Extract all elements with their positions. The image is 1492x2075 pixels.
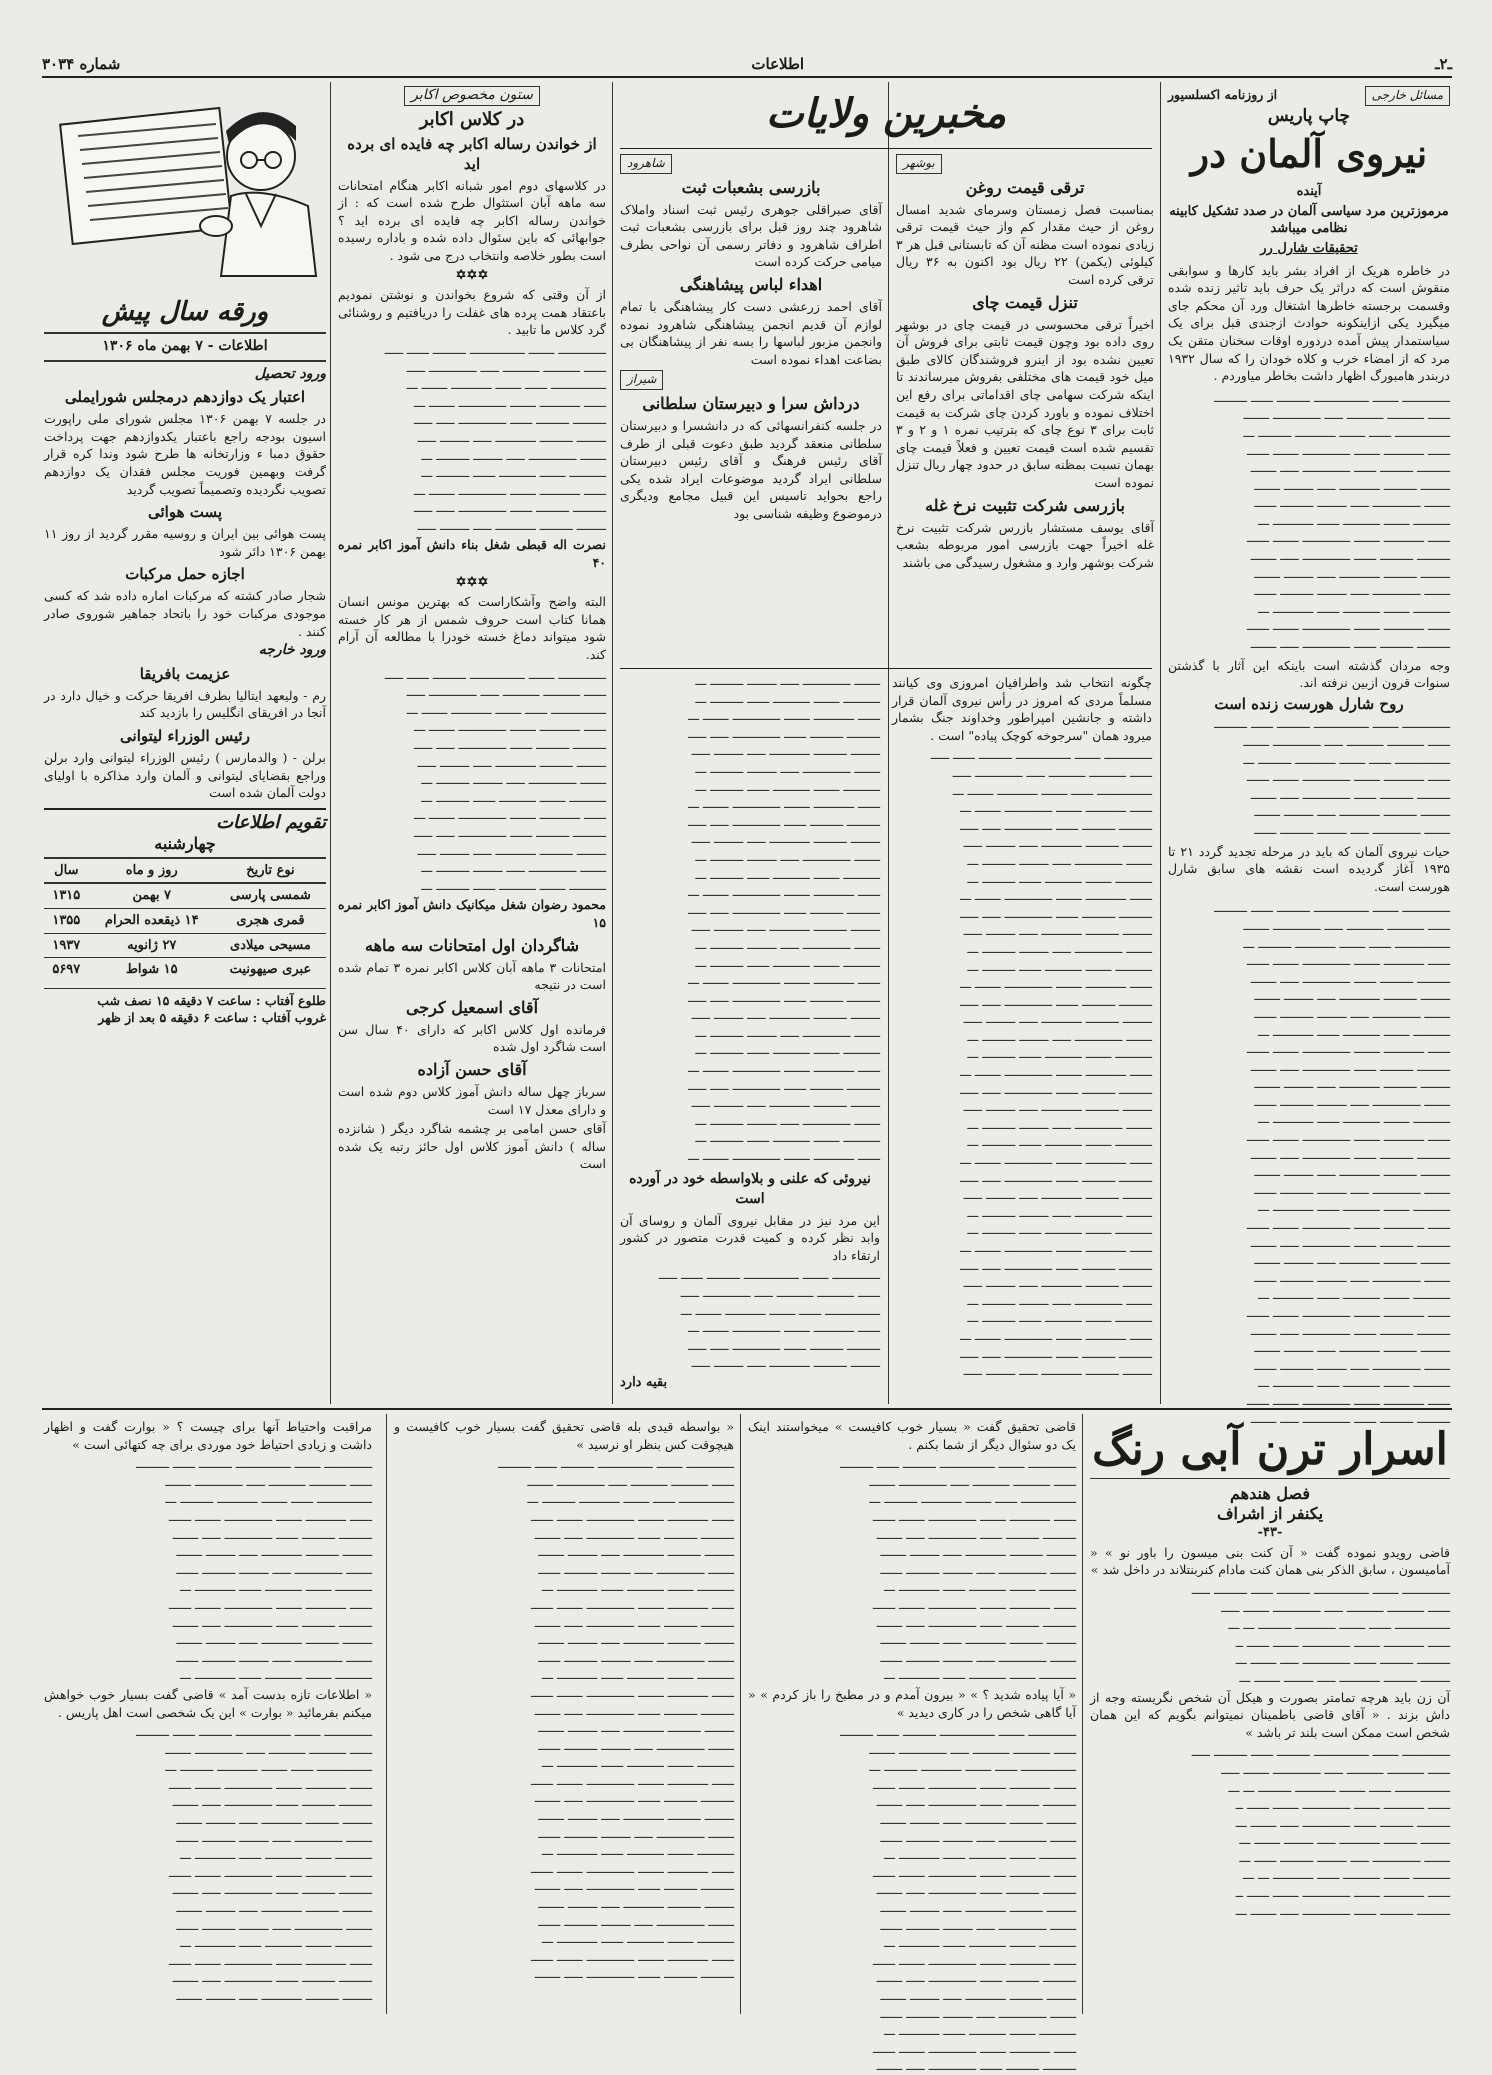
article-body: سرباز چهل ساله دانش آموز کلاس دوم شده است و دارای معدل ۱۷ است: [338, 1083, 606, 1117]
news-heading: بازرسی بشعبات ثبت: [681, 177, 821, 197]
news-body: شجار صادر کشته که مرکبات اماره داده شد که کسی موجودی مرکبات خود را باتحاد جماهیر شوروی صادر کنند .: [44, 588, 326, 639]
article-heading: در کلاس اکابر: [419, 108, 525, 130]
news-body: برلن - ( والدمارس ) رئیس الوزراء لیتوانی وارد برلن وراجع بقضایای لیتوانی و آلمان وارد مذاکره با اولیای دولت آلمان شده است: [44, 749, 326, 801]
calendar-cell: ۱۳۱۵: [44, 883, 89, 908]
news-body: رم - ولیعهد ایتالیا بطرف افریقا حرکت و خیال دارد در آنجا در افریقای انگلیس را بازدید کند: [44, 687, 326, 721]
serial-continued: ـــــــــــــ ـــــــ ـــــــــــــــ ـــــــــ ــــــ ـــــــــ ـــــ ــــــ ــــــــــ ــــــــــ ـــــ ـــــــــــــ ـــــــ ـــــ ـــــــــــــــ ــــــ ـــــــ ـــــــــــ ـــــــــ ـــ ـــ ــــــ ـــــــــــ ـــــــ ـــــــــــــ ـــــــ ــــــ ــ ـــــــــ ـــــــــ ــــــ ـــــــــــــ ـــــ ـــــــ ـــ ــــــــ ـــــــــ ـــــــــــ ـــــ ــــــــ ـــــــ ـــ: [1191, 1581, 1450, 1685]
serial-column-4: [44, 1416, 372, 2012]
serial-body: مراقبت واحتیاط آنها برای چیست ؟ « بوارت گفت و اظهار داشت و زیادی احتیاط خود موردی برای چه کتهائی است »: [44, 1419, 372, 1452]
chapter-subtitle: یکنفر از اشراف: [1216, 1503, 1324, 1523]
section-tag: مسائل خارجی: [1365, 86, 1450, 106]
sub-section-label: ورود خارجه: [258, 642, 326, 659]
serial-continued: ـــــــــــــ ـــــــ ـــــــــــــــ ـــــــــ ــــــ ـــــــــ ــــــ ــــــــــ ــــــــــ ـــــ ـــــــــــــ ـــــــ ـــــــــــــــ ــــــ ـــــــ ـــــــــــ ـــــــــ ـــ ــــــ ـــــــــــ ـــــــ ـــــــــــــ ـــــــ ــــــ ـــــــــ ـــــــــ ــــــ ـــــــــــــ ـــــ ـــــــ ــــــــ ـــــــــ ـــــــــــ ـــــ ــــــــ ـــــــ ـــــــ ـــــــــــــ ـــــ ــــــــ ـــــــــ ــــــ ــــــــــ ـــــــ ــــــــــ ــــــ ـــــــــــ ـــ ــــــ ـــــــــــ ـــــــ ـــــــــــــ ـــــــ ــــــ ـــــــــ ـــــــــ ــــــ ـــــــــــــ ـــــ ـــــــ ــــــــ ـــــــــ ـــــــــــ ـــــ ــــــــ ـــــــ ـــــــ ـــــــــــــ ـــــ ــــــــ ـــــــــ ــــــ ــــــــــ ـــــــ ــــــــــ ــــــ ـــــــــــ ـــ: [136, 1456, 372, 1683]
news-heading: تنزل قیمت چای: [972, 292, 1078, 312]
installment-number: -۴۳-: [1257, 1525, 1283, 1541]
news-heading: اجازه حمل مرکبات: [125, 565, 245, 584]
article-continued: ـــــــــــــ ـــــــ ـــــــــــــــ ـــــــــ ــــــ ـــــــــ ــــــ ــــــــــ ــــــــــ ـــــ ـــــــــــــ ـــــــ ـــــــــــــــ ــــــ ـــــــ ـــــــــــ ـــــــــ ـــ ــــــ ـــــــــــ ـــــــ ـــــــــــــ ـــــــ ــــــ ـــــــــ ـــــــــ ــــــ ـــــــــــــ ـــــ ـــــــ ــــــــ ـــــــــ ـــــــــــ ـــــ ــــــــ ـــــــ ـــــــ ـــــــــــــ ـــــ ــــــــ ـــــــــ ــــــ: [1214, 716, 1450, 837]
star-separator-icon: ✡✡✡: [455, 574, 489, 590]
headline-subtitle: آینده: [1296, 184, 1322, 200]
page-label: ـ۲ـ: [1435, 55, 1452, 73]
year-ago-column: [44, 86, 326, 1404]
article-continued: ـــــــــــــ ـــــــ ـــــــــــــــ ـــــــــ ــــــ ـــــ ــــــ ــــــــــ ــــــــــ ـــــ ـــــــــــــ ـــــ ـــــــــــــــ ــــــ ـــــــ ـــــــــــ ـــــــ ـــ ــــــ ـــــــــــ ـــــــ ـــــــــــــ ـــــــ ـــ ـــــــــ ـــــــــ ــــــ ـــــــــــــ ـــــ ـــــ ــــــــ ـــــــــ ـــــــــــ ـــــ ــــــــ ـــــ ـــــــ ـــــــــــــ ـــــ ــــــــ ـــــــــ ـــ ــــــــــ ـــــــ ــــــــــ ــــــ ـــــــــ ـــ ــــــ ـــــــــــ ـــــــ ـــــــــــــ ـــــــ ـــ ـــــــــ ـــــــــ ــــــ ـــــــــــــ ـــــ ـــــ ــــــــ ـــــــــ ـــــــــــ ـــــ ــــــــ ـــــ: [384, 341, 606, 533]
man-reading-newspaper-icon: [46, 86, 326, 296]
news-heading: ترقی قیمت روغن: [965, 177, 1085, 197]
news-heading: درداش سرا و دبیرستان سلطانی: [642, 393, 860, 413]
calendar-cell: ۱۵ شواط: [89, 958, 215, 982]
serial-title: اسرار ترن آبی رنگ: [1090, 1422, 1450, 1479]
serial-continued: ـــــــــــــ ـــــــ ـــــــــــــــ ـــــــــ ــــــ ـــــــــ ــــــ ــــــــــ ــــــــــ ـــــ ـــــــــــــ ـــــــ ـــــــــــــــ ــــــ ـــــــ ـــــــــــ ـــــــــ ـــ ــــــ ـــــــــــ ـــــــ ـــــــــــــ ـــــــ ــــــ ـــــــــ ـــــــــ ــــــ ـــــــــــــ ـــــ ـــــــ ــــــــ ـــــــــ ـــــــــــ ـــــ ــــــــ ـــــــ ـــــــ ـــــــــــــ ـــــ ــــــــ ـــــــــ ــــــ ــــــــــ ـــــــ ــــــــــ ــــــ ـــــــــــ ـــ ــــــ ـــــــــــ ـــــــ ـــــــــــــ ـــــــ ــــــ ـــــــــ ـــــــــ ــــــ ـــــــــــــ ـــــ ـــــــ ــــــــ ـــــــــ ـــــــــــ ـــــ ــــــــ ـــــــ ـــــــ ـــــــــــــ ـــــ ــــــــ ـــــــــ ــــــ ــــــــــ ـــــــ ــــــــــ ــــــ ـــــــــــ ـــ ــــــ ـــــــــــ ـــــــ ـــــــــــــ ـــــــ ــــــ ـــــــــ ـــــــــ ــــــ ـــــــــــــ ـــــ ـــــــ ــــــــ ـــــــــ ـــــــــــ ـــــ ــــــــ ـــــــ: [136, 1724, 372, 2003]
article-body: آقای حسن امامی بر چشمه شاگرد دیگر ( شانزده ساله ) دانش آموز کلاس اول حائز رتبه یک شده است: [338, 1121, 606, 1172]
signature: محمود رضوان شغل میکانیک دانش آموز اکابر نمره ۱۵: [338, 897, 606, 930]
serial-body: « آیا پیاده شدید ؟ » « بیرون آمدم و در مطبخ را باز کردم » « آیا گاهی شخص را در کاری دیدید »: [748, 1686, 1076, 1720]
news-heading: بازرسی شرکت تثبیت نرخ غله: [925, 495, 1125, 515]
foreign-affairs-column: [1168, 86, 1450, 1426]
article-heading: شاگردان اول امتحانات سه ماهه: [364, 935, 579, 955]
column-rule: [330, 82, 331, 1404]
column-rule: [1082, 1414, 1083, 2014]
table-row: [44, 958, 326, 982]
article-continued: ـــــــــــــ ـــــــ ـــــــــــــــ ـــــــــ ــــــ ـــــ ــــــ ــــــــــ ــــــــــ ـــــ ـــــــــــــ ـــــ ـــــــــــــــ ــــــ ـــــــ ـــــــــــ ـــــــ ـــ ــــــ ـــــــــــ ـــــــ ـــــــــــــ ـــــــ ـــ ـــــــــ ـــــــــ ــــــ ـــــــــــــ ـــــ ـــــ ــــــــ ـــــــــ ـــــــــــ ـــــ ــــــــ ـــــ ـــــــ ـــــــــــــ ـــــ ــــــــ ـــــــــ ـــ ــــــــــ ـــــــ ــــــــــ ــــــ ـــــــــ ـــ ــــــ ـــــــــــ ـــــــ ـــــــــــــ ـــــــ ـــ ـــــــــ ـــــــــ ــــــ ـــــــــــــ ـــــ ـــــ ــــــــ ـــــــــ ـــــــــــ ـــــ ــــــــ ـــــ ـــــــ ـــــــــــــ ـــــ ــــــــ ـــــــــ ـــ ــــــــــ ـــــــ ــــــــــ ــــــ ـــــــــ ـــ ــــــ ـــــــــــ ـــــــ ـــــــــــــ ـــــــ ـــ ـــــــــ ـــــــــ ــــــ ـــــــــــــ ـــــ ـــــ ــــــــ ـــــــــ ـــــــــــ ـــــ ــــــــ ـــــ ـــــــ ـــــــــــــ ـــــ ــــــــ ـــــــــ ـــ ــــــــــ ـــــــ ــــــــــ ــــــ ـــــــــ ـــ ــــــ ـــــــــــ ـــــــ ـــــــــــــ ـــــــ ـــ ـــــــــ ـــــــــ ــــــ ـــــــــــــ ـــــ ـــــ ــــــــ ـــــــــ ـــــــــــ ـــــ ــــــــ ـــــ ـــــــ ـــــــــــــ ـــــ ــــــــ ـــــــــ ـــ ــــــــــ ـــــــ ــــــــــ ــــــ ـــــــــ ـــ ــــــ ـــــــــــ ـــــــ ـــــــــــــ ـــــــ ـــ ـــــــــ ـــــــــ ــــــ ـــــــــــــ ـــــ ـــــ ــــــــ ـــــــــ ـــــــــــ ـــــ ــــــــ ـــــ ـــــــ ـــــــــــــ ـــــ ــــــــ ـــــــــ ـــ ــــــــــ ـــــــ ــــــــــ ــــــ ـــــــــ ـــ ــــــ ـــــــــــ ـــــــ ـــــــــــــ ـــــــ ـــ ـــــــــ ـــــــــ ــــــ ـــــــــــــ ـــــ ـــــ ــــــــ ـــــــــ ـــــــــــ ـــــ ــــــــ ـــــ ـــــــ ـــــــــــــ ـــــ ــــــــ ـــــــــ ـــ ــــــــــ ـــــــ ــــــــــ ــــــ ـــــــــ ـــ ــــــ ـــــــــــ ـــــــ ـــــــــــــ ـــــــ ـــ ـــــــــ ـــــــــ ــــــ ـــــــــــــ ـــــ ـــــ ــــــــ ـــــــــ ـــــــــــ ـــــ ــــــــ ـــــ ـــــــ ـــــــــــــ ـــــ ــــــــ ـــــــــ ـــ ــــــــــ ـــــــ ــــــــــ ــــــ ـــــــــ ـــ ــــــ ـــــــــــ ـــــــ ـــــــــــــ ـــــــ ـــ ـــــــــ ـــــــــ ــــــ ـــــــــــــ ـــــ ـــــ ــــــــ ـــــــــ ـــــــــــ ـــــ ــــــــ ـــــ ـــــــ ـــــــــــــ ـــــ ــــــــ ـــــــــ ـــ ــــــــــ ـــــــ ــــــــــ ــــــ ـــــــــ ـــ ــــــ ـــــــــــ ـــــــ ـــــــــــــ ـــــــ ـــ ـــــــــ ـــــــــ ــــــ ـــــــــــــ ـــــ ـــــ ــــــــ ـــــــــ ـــــــــــ ـــــ ــــــــ ـــــ ـــــــ ـــــــــــــ ـــــ ــــــــ ـــــــــ ـــ ــــــــــ ـــــــ ــــــــــ ــــــ ـــــــــ ـــ ــــــ ـــــــــــ ـــــــ ـــــــــــــ ـــــــ ـــ ـــــــــ ـــــــــ ــــــ ـــــــــــــ ـــــ ـــــ ــــــــ ـــــــــ ـــــــــــ ـــــ ــــــــ ـــــ ـــــــ ـــــــــــــ ـــــ ــــــــ ـــــــــ ـــ ــــــــــ ـــــــ ــــــــــ ــــــ ـــــــــ ـــ ــــــ ـــــــــــ ـــــــ ـــــــــــــ ـــــــ ـــ ـــــــــ ـــــــــ ــــــ ـــــــــــــ ـــــ ـــــ ــــــــ ـــــــــ ـــــــــــ ـــــ ــــــــ ـــــ ـــــــ ـــــــــــــ ـــــ ــــــــ ـــــــــ ـــ ــــــــــ ـــــــ ــــــــــ ــــــ ـــــــــ ـــ ــــــ ـــــــــــ ـــــــ ـــــــــــــ ـــــــ ـــ ـــــــــ ـــــــــ ــــــ ـــــــــــــ ـــــ ـــــ ــــــــ ـــــــــ ـــــــــــ ـــــ ــــــــ ـــــ ـــــــ ـــــــــــــ ـــــ ــــــــ ـــــــــ ـــ ــــــــــ ـــــــ ــــــــــ ــــــ ـــــــــ ـــ ــــــ ـــــــــــ ـــــــ ـــــــــــــ ـــــــ ـــ: [688, 673, 1152, 1379]
masthead: [42, 52, 1452, 78]
news-body: بمناسبت فصل زمستان وسرمای شدید امسال روغن از حیث مقدار کم واز حیث قیمت ترقی زیادی نموده است مظنه آن که تابستانی قبل هر ۳ کیلوئی (یکمن) ۲۲ ریال بود اکنون به ۳۶ ریال ترقی کرده است: [896, 201, 1154, 287]
news-body: در جلسه کنفرانسهائی که در دانشسرا و دبیرستان سلطانی منعقد گردید طبق دعوت قبلی از طرف آقای رئیس فرهنگ و آقای رئیس دبیرستان سلطانی ایراد گردید موضوعات ایراد شده یکی راجع بحواید تاسیس این قبیل مجامع ودیگری درموضوع وظیفه شناسی بود: [620, 417, 882, 521]
continued-label: بقیه دارد: [620, 1374, 668, 1390]
city-tag-shahrud: شاهرود: [620, 154, 672, 174]
news-heading: پست هوائی: [147, 503, 222, 522]
section-rule: [620, 668, 1152, 669]
calendar-cell: ۷ بهمن: [89, 883, 215, 908]
news-heading: اهداء لباس پیشاهنگی: [679, 274, 823, 294]
calendar-cell: ۵۶۹۷: [44, 958, 89, 982]
news-body: پست هوائی بین ایران و روسیه مقرر گردید از روز ۱۱ بهمن ۱۳۰۶ دائر شود: [44, 526, 326, 559]
column-rule: [612, 82, 613, 1404]
table-row: [44, 933, 326, 958]
chapter-label: فصل هندهم: [1230, 1484, 1310, 1503]
sunrise-time: طلوع آفتاب : ساعت ۷ دقیقه ۱۵ نصف شب: [44, 988, 326, 1010]
serial-body: قاضی رویدو نموده گفت « آن کنت بنی میسون را باور نو » « آمامیسون ، سابق الذکر بنی همان کنت مادام کنربنتلاند در داخل شد »: [1090, 1544, 1450, 1578]
calendar-header: روز و ماه: [89, 858, 215, 884]
column-rule: [386, 1414, 387, 2014]
calendar-table: [44, 857, 326, 982]
calendar-cell: قمری هجری: [215, 909, 326, 934]
calendar-cell: ۲۷ ژانویه: [89, 933, 215, 958]
calendar-header: سال: [44, 858, 89, 884]
news-body: آقای احمد زرعشی دست کار پیشاهنگی با تمام لوازم آن قدیم انجمن پیشاهنگی شاهرود نموده وانجمن مزبور لباسها را بسه نفر از پیشاهنگان بی بضاعت اهداء نموده است: [620, 298, 882, 367]
section-title: ورقه سال پیش: [101, 297, 269, 327]
city-tag-shiraz: شیراز: [620, 370, 663, 390]
serial-continued: ـــــــــــــ ـــــــ ـــــــــــــــ ـــــــــ ــــــ ـــــــــ ــــــ ــــــــــ ــــــــــ ـــــ ـــــــــــــ ـــــــ ـــــــــــــــ ــــــ ـــــــ ـــــــــــ ـــــــــ ـــ ــــــ ـــــــــــ ـــــــ ـــــــــــــ ـــــــ ــــــ ـــــــــ ـــــــــ ــــــ ـــــــــــــ ـــــ ـــــــ ــــــــ ـــــــــ ـــــــــــ ـــــ ــــــــ ـــــــ ـــــــ ـــــــــــــ ـــــ ــــــــ ـــــــــ ــــــ ــــــــــ ـــــــ ــــــــــ ــــــ ـــــــــــ ـــ ــــــ ـــــــــــ ـــــــ ـــــــــــــ ـــــــ ــــــ ـــــــــ ـــــــــ ــــــ ـــــــــــــ ـــــ ـــــــ ــــــــ ـــــــــ ـــــــــــ ـــــ ــــــــ ـــــــ ـــــــ ـــــــــــــ ـــــ ــــــــ ـــــــــ ــــــ ــــــــــ ـــــــ ــــــــــ ــــــ ـــــــــــ ـــ ــــــ ـــــــــــ ـــــــ ـــــــــــــ ـــــــ ــــــ ـــــــــ ـــــــــ ــــــ ـــــــــــــ ـــــ ـــــــ ــــــــ ـــــــــ ـــــــــــ ـــــ ــــــــ ـــــــ ـــــــ ـــــــــــــ ـــــ ــــــــ ـــــــــ ــــــ ــــــــــ ـــــــ ــــــــــ ــــــ ـــــــــــ ـــ ــــــ ـــــــــــ ـــــــ ـــــــــــــ ـــــــ ــــــ ـــــــــ ـــــــــ ــــــ ـــــــــــــ ـــــ ـــــــ ــــــــ ـــــــــ ـــــــــــ ـــــ ــــــــ ـــــــ ـــــــ ـــــــــــــ ـــــ ــــــــ ـــــــــ ــــــ ــــــــــ ـــــــ ــــــــــ ــــــ ـــــــــــ ـــ ــــــ ـــــــــــ ـــــــ ـــــــــــــ ـــــــ ــــــ ـــــــــ ـــــــــ ــــــ ـــــــــــــ ـــــ ـــــــ ــــــــ ـــــــــ ـــــــــــ ـــــ ــــــــ ـــــــ ـــــــ ـــــــــــــ ـــــ ــــــــ ـــــــــ ــــــ ــــــــــ ـــــــ ــــــــــ ــــــ ـــــــــــ ـــ ــــــ ـــــــــــ ـــــــ ـــــــــــــ ـــــــ ــــــ ـــــــــ ـــــــــ ــــــ ـــــــــــــ ـــــ ـــــــ: [498, 1456, 734, 1982]
provinces-section-title: [620, 90, 1152, 138]
city-tag-bushehr: بوشهر: [896, 154, 942, 174]
article-paragraph: وجه مردان گذشته است باینکه این آثار با گذشتن سنوات قرون ازبین نرفته اند.: [1168, 657, 1450, 691]
section-heading: نیروئی که علنی و بلاواسطه خود در آورده است: [629, 1170, 871, 1207]
serial-title-column: [1090, 1416, 1450, 2012]
news-heading: اعتبار یک دوازدهم درمجلس شورایملی: [64, 388, 306, 407]
article-continued: ـــــــــــــ ـــــــ ـــــــــــــــ ـــــــــ ــــــ ـــــــــ ــــــ ــــــــــ ــــــــــ ـــــ ـــــــــــــ ـــــــ ـــــــــــــــ ــــــ ـــــــ ـــــــــــ ـــــــــ ـــ ــــــ ـــــــــــ ـــــــ ـــــــــــــ ـــــــ ــــــ ـــــــــ ـــــــــ ــــــ ـــــــــــــ ـــــ ـــــــ ــــــــ ـــــــــ ـــــــــــ ـــــ ــــــــ ـــــــ ـــــــ ـــــــــــــ ـــــ ــــــــ ـــــــــ ــــــ ــــــــــ ـــــــ ــــــــــ ــــــ ـــــــــــ ـــ ــــــ ـــــــــــ ـــــــ ـــــــــــــ ـــــــ ــــــ ـــــــــ ـــــــــ ــــــ ـــــــــــــ ـــــ ـــــــ ــــــــ ـــــــــ ـــــــــــ ـــــ ــــــــ ـــــــ ـــــــ ـــــــــــــ ـــــ ــــــــ ـــــــــ ــــــ ــــــــــ ـــــــ ــــــــــ ــــــ ـــــــــــ ـــ ــــــ ـــــــــــ ـــــــ ـــــــــــــ ـــــــ ــــــ ـــــــــ ـــــــــ ــــــ ـــــــــــــ ـــــ ـــــــ: [1214, 389, 1450, 652]
article-paragraph: حیات نیروی آلمان که باید در مرحله تجدید گردد ۲۱ تا ۱۹۳۵ آغاز گردیده است نقشه های سابق شارل هورست است.: [1168, 843, 1450, 894]
source-label: از روزنامه اکسلسیور: [1168, 87, 1278, 102]
calendar-title: تقویم اطلاعات: [216, 811, 326, 833]
news-heading: عزیمت بافریقا: [139, 664, 231, 683]
article-body: امتحانات ۳ ماهه آبان کلاس اکابر نمره ۳ تمام شده است در نتیجه: [338, 959, 606, 993]
calendar-cell: ۱۹۳۷: [44, 933, 89, 958]
news-body: آقای صبراقلی جوهری رئیس ثبت اسناد واملاک شاهرود چند روز قبل برای بازرسی بشعبات ثبت اطراف شاهرود و دفاتر رسمی آن نواحی بطرف میامی حرکت کرده است: [620, 201, 882, 270]
news-body: آقای یوسف مستشار بازرس شرکت تثبیت نرخ غله اخیراً جهت بازرسی امور مربوطه بشعب شرکت بوشهر وارد و مشغول رسیدگی می باشند: [896, 519, 1154, 570]
student-name: آقای اسمعیل کرجی: [405, 997, 539, 1017]
dateline: چاپ پاریس: [1267, 105, 1351, 126]
article-continued: ـــــــــــــ ـــــــ ـــــــــــــــ ـــــــــ ــــــ ـــــ ــــــ ــــــــــ ــــــــــ ـــــ ـــــــــــــ ـــــ ـــــــــــــــ ــــــ ـــــــ ـــــــــــ ـــــــ ـــ ــــــ ـــــــــــ ـــــــ ـــــــــــــ ـــــــ ـــ ـــــــــ ـــــــــ ــــــ ـــــــــــــ ـــــ ـــــ ــــــــ ـــــــــ ـــــــــــ ـــــ ــــــــ ـــــ: [658, 1267, 880, 1371]
subhead: مرموزترین مرد سیاسی آلمان در صدد تشکیل کابینه نظامی میباشد: [1169, 203, 1449, 237]
serial-body: قاضی تحقیق گفت « بسیار خوب کافیست » میخواستند اینک یک دو سئوال دیگر از شما بکنم .: [748, 1419, 1076, 1452]
article-subheading: از خواندن رساله اکابر چه فایده ای برده اید: [347, 134, 597, 173]
german-power-continued: [620, 672, 1152, 1404]
bushehr-column: [896, 154, 1154, 634]
serial-continued: ـــــــــــــ ـــــــ ـــــــــــــــ ـــــــــ ــــــ ـــــــــ ـــــ ــــــ ــــــــــ ــــــــــ ـــــ ـــــــــــــ ـــــــ ـــــ ـــــــــــــــ ــــــ ـــــــ ـــــــــــ ـــــــــ ـــ ـــ ــــــ ـــــــــــ ـــــــ ـــــــــــــ ـــــــ ــــــ ــ ـــــــــ ـــــــــ ــــــ ـــــــــــــ ـــــ ـــــــ ـــ ــــــــ ـــــــــ ـــــــــــ ـــــ ــــــــ ـــــــ ـــ ـــــــ ـــــــــــــ ـــــ ــــــــ ـــــــــ ــــــ ـــ ــــــــــ ـــــــ ــــــــــ ــــــ ـــــــــــ ـــ ـــ ــــــ ـــــــــــ ـــــــ ـــــــــــــ ـــــــ ــــــ ــ ـــــــــ ـــــــــ ــــــ ـــــــــــــ ـــــ ـــــــ ـــ: [1191, 1744, 1450, 1918]
article-body: البته واضح وآشکاراست که بهترین مونس انسان همانا کتاب است حروف شمس از هر کار خسته شود میتواند دماغ خسته خودرا با مطالعه آن آرام کند.: [338, 594, 606, 663]
sub-section-label: ورود تحصیل: [254, 365, 326, 382]
paper-name: اطلاعات: [751, 55, 805, 73]
calendar-cell: عبری صیهونیت: [215, 958, 326, 982]
student-name: آقای حسن آزاده: [417, 1059, 527, 1079]
news-body: اخیراً ترقی محسوسی در قیمت چای در بوشهر روی داده بود وچون قیمت ثابتی برای فروش آن تعیین نشده بود از اینرو فروشندگان کالای طبق میل خود قیمت های مختلفی بفروش میرساندند تا اینکه شرکت سهامی چای اقداماتی برای رفع این اختلاف نموده و باورد کردن چای شرکت به قیمت ثابت برای ۳ نوع چای که بترتیب نمره ۱ و ۲ و ۳ تقسیم شده است قیمت تعیین و فعلاً قیمت چای بهمان نسبت بمظنه سابق در حدود چهار ریال تنزل نموده است: [895, 316, 1155, 490]
article-body: چگونه انتخاب شد واطرافیان امروزی وی کیانند مسلماً مردی که امروز در رأس نیروی آلمان قرار داشته و جانشین امپراطور وخداوند جنگ بشمار میرود همان "سرجوخه کوچک پیاده" است .: [892, 675, 1152, 743]
section-title: مخبرین ولایات: [766, 90, 1006, 137]
shahrud-column: [620, 154, 882, 634]
calendar-cell: مسیحی میلادی: [215, 933, 326, 958]
date-box: اطلاعات - ۷ بهمن ماه ۱۳۰۶: [44, 332, 326, 362]
serial-continued: ـــــــــــــ ـــــــ ـــــــــــــــ ـــــــــ ــــــ ـــــــــ ــــــ ــــــــــ ــــــــــ ـــــ ـــــــــــــ ـــــــ ـــــــــــــــ ــــــ ـــــــ ـــــــــــ ـــــــــ ـــ ــــــ ـــــــــــ ـــــــ ـــــــــــــ ـــــــ ــــــ ـــــــــ ـــــــــ ــــــ ـــــــــــــ ـــــ ـــــــ ــــــــ ـــــــــ ـــــــــــ ـــــ ــــــــ ـــــــ ـــــــ ـــــــــــــ ـــــ ــــــــ ـــــــــ ــــــ ــــــــــ ـــــــ ــــــــــ ــــــ ـــــــــــ ـــ ــــــ ـــــــــــ ـــــــ ـــــــــــــ ـــــــ ــــــ ـــــــــ ـــــــــ ــــــ ـــــــــــــ ـــــ ـــــــ ــــــــ ـــــــــ ـــــــــــ ـــــ ــــــــ ـــــــ ـــــــ ـــــــــــــ ـــــ ــــــــ ـــــــــ ــــــ ــــــــــ ـــــــ ــــــــــ ــــــ ـــــــــــ ـــ ــــــ ـــــــــــ ـــــــ ـــــــــــــ ـــــــ ــــــ ـــــــــ ـــــــــ ــــــ ـــــــــــــ ـــــ ـــــــ ــــــــ ـــــــــ ـــــــــــ ـــــ ــــــــ ـــــــ ـــــــ ـــــــــــــ ـــــ ــــــــ ـــــــــ ــــــ ــــــــــ ـــــــ ــــــــــ ــــــ ـــــــــــ ـــ ــــــ ـــــــــــ ـــــــ ـــــــــــــ ـــــــ ــــــ ـــــــــ ـــــــــ ــــــ ـــــــــــــ ـــــ ـــــــ: [840, 1724, 1076, 2074]
serial-column-3: [394, 1416, 734, 2012]
weekday: چهارشنبه: [154, 834, 216, 854]
news-body: در جلسه ۷ بهمن ۱۳۰۶ مجلس شورای ملی راپورت اسیون بودجه راجع باعتبار یکدوازدهم جهت پرداخت حقوق دمبا ء وزارتخانه ها طرح شود وندا کره قرار گرفت وبهمین فوریت مجلس فقدان یک دوازدهم تصویب نگردیده وتصمیماً تصویب گردید: [44, 411, 326, 497]
article-body: در خاطره هریک از افراد بشر باید کارها و سوابقی منقوش است که دراثر یک حرف باید تاثیر زنده شده وقسمت برجسته خاطرها اشتغال ورد آن محکم جای میگیرد یکی ازاینکونه حوادث ازجندی قبل برای یک سیاستمدار پیش آمده دردوره اوقات سخنان متقن یک مرد که از امضاء خرب و کلاه خودان را که سال ۱۹۳۲ دربندر هامبورگ اظهار داشت بخاطر میاوردم .: [1168, 262, 1450, 384]
star-separator-icon: ✡✡✡: [455, 267, 489, 283]
column-tag: ستون مخصوص اکابر: [404, 86, 540, 106]
column-rule: [1160, 82, 1161, 1404]
signature: نصرت اله قبطی شغل بناء دانش آموز اکابر نمره ۴۰: [338, 537, 606, 571]
article-body: از آن وقتی که شروع بخواندن و نوشتن نمودیم باعتقاد همت پرده های غفلت را دریافتیم و روشنائی گرد کلاس ما تابید .: [338, 287, 606, 338]
serial-continued: ـــــــــــــ ـــــــ ـــــــــــــــ ـــــــــ ــــــ ـــــــــ ــــــ ــــــــــ ــــــــــ ـــــ ـــــــــــــ ـــــــ ـــــــــــــــ ــــــ ـــــــ ـــــــــــ ـــــــــ ـــ ــــــ ـــــــــــ ـــــــ ـــــــــــــ ـــــــ ــــــ ـــــــــ ـــــــــ ــــــ ـــــــــــــ ـــــ ـــــــ ــــــــ ـــــــــ ـــــــــــ ـــــ ــــــــ ـــــــ ـــــــ ـــــــــــــ ـــــ ــــــــ ـــــــــ ــــــ ــــــــــ ـــــــ ــــــــــ ــــــ ـــــــــــ ـــ ــــــ ـــــــــــ ـــــــ ـــــــــــــ ـــــــ ــــــ ـــــــــ ـــــــــ ــــــ ـــــــــــــ ـــــ ـــــــ ــــــــ ـــــــــ ـــــــــــ ـــــ ــــــــ ـــــــ ـــــــ ـــــــــــــ ـــــ ــــــــ ـــــــــ ــــــ ــــــــــ ـــــــ ــــــــــ ــــــ ـــــــــــ ـــ: [840, 1456, 1076, 1683]
calendar-header: نوع تاریخ: [215, 858, 326, 884]
serial-body: « اطلاعات تازه بدست آمد » قاضی گفت بسیار خوب خواهش میکنم بفرمائید « بوارت » این یک شخصی است اهل پاریس .: [44, 1686, 372, 1720]
sunset-time: غروب آفتاب : ساعت ۶ دقیقه ۵ بعد از ظهر: [98, 1010, 326, 1026]
calendar-cell: ۱۳۵۵: [44, 909, 89, 934]
calendar-cell: ۱۴ ذیقعده الحرام: [89, 909, 215, 934]
section-heading: روح شارل هورست زنده است: [1214, 694, 1404, 713]
table-row: [44, 909, 326, 934]
title-rule: [620, 148, 1152, 149]
serial-body: آن زن باید هرچه تمامتر بصورت و هیکل آن شخص نگریسته وجه از داش بزند . « آقای قاضی باطمینان نمیتوانم بگویم که این همان شخص است ممکن است بلند تر باشد »: [1090, 1689, 1450, 1740]
headline: نیروی آلمان در: [1190, 131, 1428, 177]
subhead-2: تحقیقات شارل رر: [1260, 240, 1358, 256]
reader-illustration: [44, 86, 326, 296]
serial-column-2: [748, 1416, 1076, 2074]
news-heading: رئیس الوزراء لیتوانی: [120, 726, 250, 745]
article-body: فرمانده اول کلاس اکابر که دارای ۴۰ سال سن است شاگرد اول شده: [338, 1021, 606, 1055]
issue-number: شماره ۳۰۳۴: [42, 55, 121, 73]
column-rule: [740, 1414, 741, 2014]
calendar-cell: شمسی پارسی: [215, 883, 326, 908]
article-continued: ـــــــــــــ ـــــــ ـــــــــــــــ ـــــــــ ــــــ ـــــــــ ــــــ ــــــــــ ــــــــــ ـــــ ـــــــــــــ ـــــــ ـــــــــــــــ ــــــ ـــــــ ـــــــــــ ـــــــــ ـــ ــــــ ـــــــــــ ـــــــ ـــــــــــــ ـــــــ ــــــ ـــــــــ ـــــــــ ــــــ ـــــــــــــ ـــــ ـــــــ ــــــــ ـــــــــ ـــــــــــ ـــــ ــــــــ ـــــــ ـــــــ ـــــــــــــ ـــــ ــــــــ ـــــــــ ــــــ ــــــــــ ـــــــ ــــــــــ ــــــ ـــــــــــ ـــ ــــــ ـــــــــــ ـــــــ ـــــــــــــ ـــــــ ــــــ ـــــــــ ـــــــــ ــــــ ـــــــــــــ ـــــ ـــــــ ــــــــ ـــــــــ ـــــــــــ ـــــ ــــــــ ـــــــ ـــــــ ـــــــــــــ ـــــ ــــــــ ـــــــــ ــــــ ــــــــــ ـــــــ ــــــــــ ــــــ ـــــــــــ ـــ ــــــ ـــــــــــ ـــــــ ـــــــــــــ ـــــــ ــــــ ـــــــــ ـــــــــ ــــــ ـــــــــــــ ـــــ ـــــــ ــــــــ ـــــــــ ـــــــــــ ـــــ ــــــــ ـــــــ ـــــــ ـــــــــــــ ـــــ ــــــــ ـــــــــ ــــــ ــــــــــ ـــــــ ــــــــــ ــــــ ـــــــــــ ـــ ــــــ ـــــــــــ ـــــــ ـــــــــــــ ـــــــ ــــــ ـــــــــ ـــــــــ ــــــ ـــــــــــــ ـــــ ـــــــ ــــــــ ـــــــــ ـــــــــــ ـــــ ــــــــ ـــــــ ـــــــ ـــــــــــــ ـــــ ــــــــ ـــــــــ ــــــ ــــــــــ ـــــــ ــــــــــ ــــــ ـــــــــــ ـــ ــــــ ـــــــــــ ـــــــ ـــــــــــــ ـــــــ ــــــ ـــــــــ ـــــــــ ــــــ ـــــــــــــ ـــــ ـــــــ ــــــــ ـــــــــ ـــــــــــ ـــــ ــــــــ ـــــــ ـــــــ ـــــــــــــ ـــــ ــــــــ ـــــــــ ــــــ ــــــــــ ـــــــ ــــــــــ ــــــ ـــــــــــ ـــ ــــــ ـــــــــــ ـــــــ ـــــــــــــ ـــــــ ــــــ ـــــــــ ـــــــــ ــــــ ـــــــــــــ ـــــ ـــــــ: [1214, 900, 1450, 1426]
article-body: در کلاسهای دوم امور شبانه اکابر هنگام امتحانات سه ماهه آبان استثوال طرح شده است که : از خواندن رساله اکابر چه فایده ای برده اید ؟ جوابهائی که باین سئوال داده شده و باداره رسیده است بطور خلاصه وانتخاب درج می شود .: [338, 177, 606, 263]
adult-classes-column: [338, 86, 606, 1404]
table-row: [44, 883, 326, 908]
article-continued: ـــــــــــــ ـــــــ ـــــــــــــــ ـــــــــ ــــــ ـــــ ــــــ ــــــــــ ــــــــــ ـــــ ـــــــــــــ ـــــ ـــــــــــــــ ــــــ ـــــــ ـــــــــــ ـــــــ ـــ ــــــ ـــــــــــ ـــــــ ـــــــــــــ ـــــــ ـــ ـــــــــ ـــــــــ ــــــ ـــــــــــــ ـــــ ـــــ ــــــــ ـــــــــ ـــــــــــ ـــــ ــــــــ ـــــ ـــــــ ـــــــــــــ ـــــ ــــــــ ـــــــــ ـــ ــــــــــ ـــــــ ــــــــــ ــــــ ـــــــــ ـــ ــــــ ـــــــــــ ـــــــ ـــــــــــــ ـــــــ ـــ ـــــــــ ـــــــــ ــــــ ـــــــــــــ ـــــ ـــــ ــــــــ ـــــــــ ـــــــــــ ـــــ ــــــــ ـــــ ـــــــ ـــــــــــــ ـــــ ــــــــ ـــــــــ ـــ ــــــــــ ـــــــ ــــــــــ ــــــ ـــــــــ ـــ: [384, 666, 606, 893]
serial-body: « بواسطه قیدی بله قاضی تحقیق گفت بسیار خوب کافیست و هیچوقت کس بنظر او نرسید »: [394, 1419, 734, 1452]
article-body: این مرد نیز در مقابل نیروی آلمان و روسای آن وابد نظر کرده و کمیت قدرت متصور در کشور ارتقاء داد: [620, 1212, 880, 1263]
